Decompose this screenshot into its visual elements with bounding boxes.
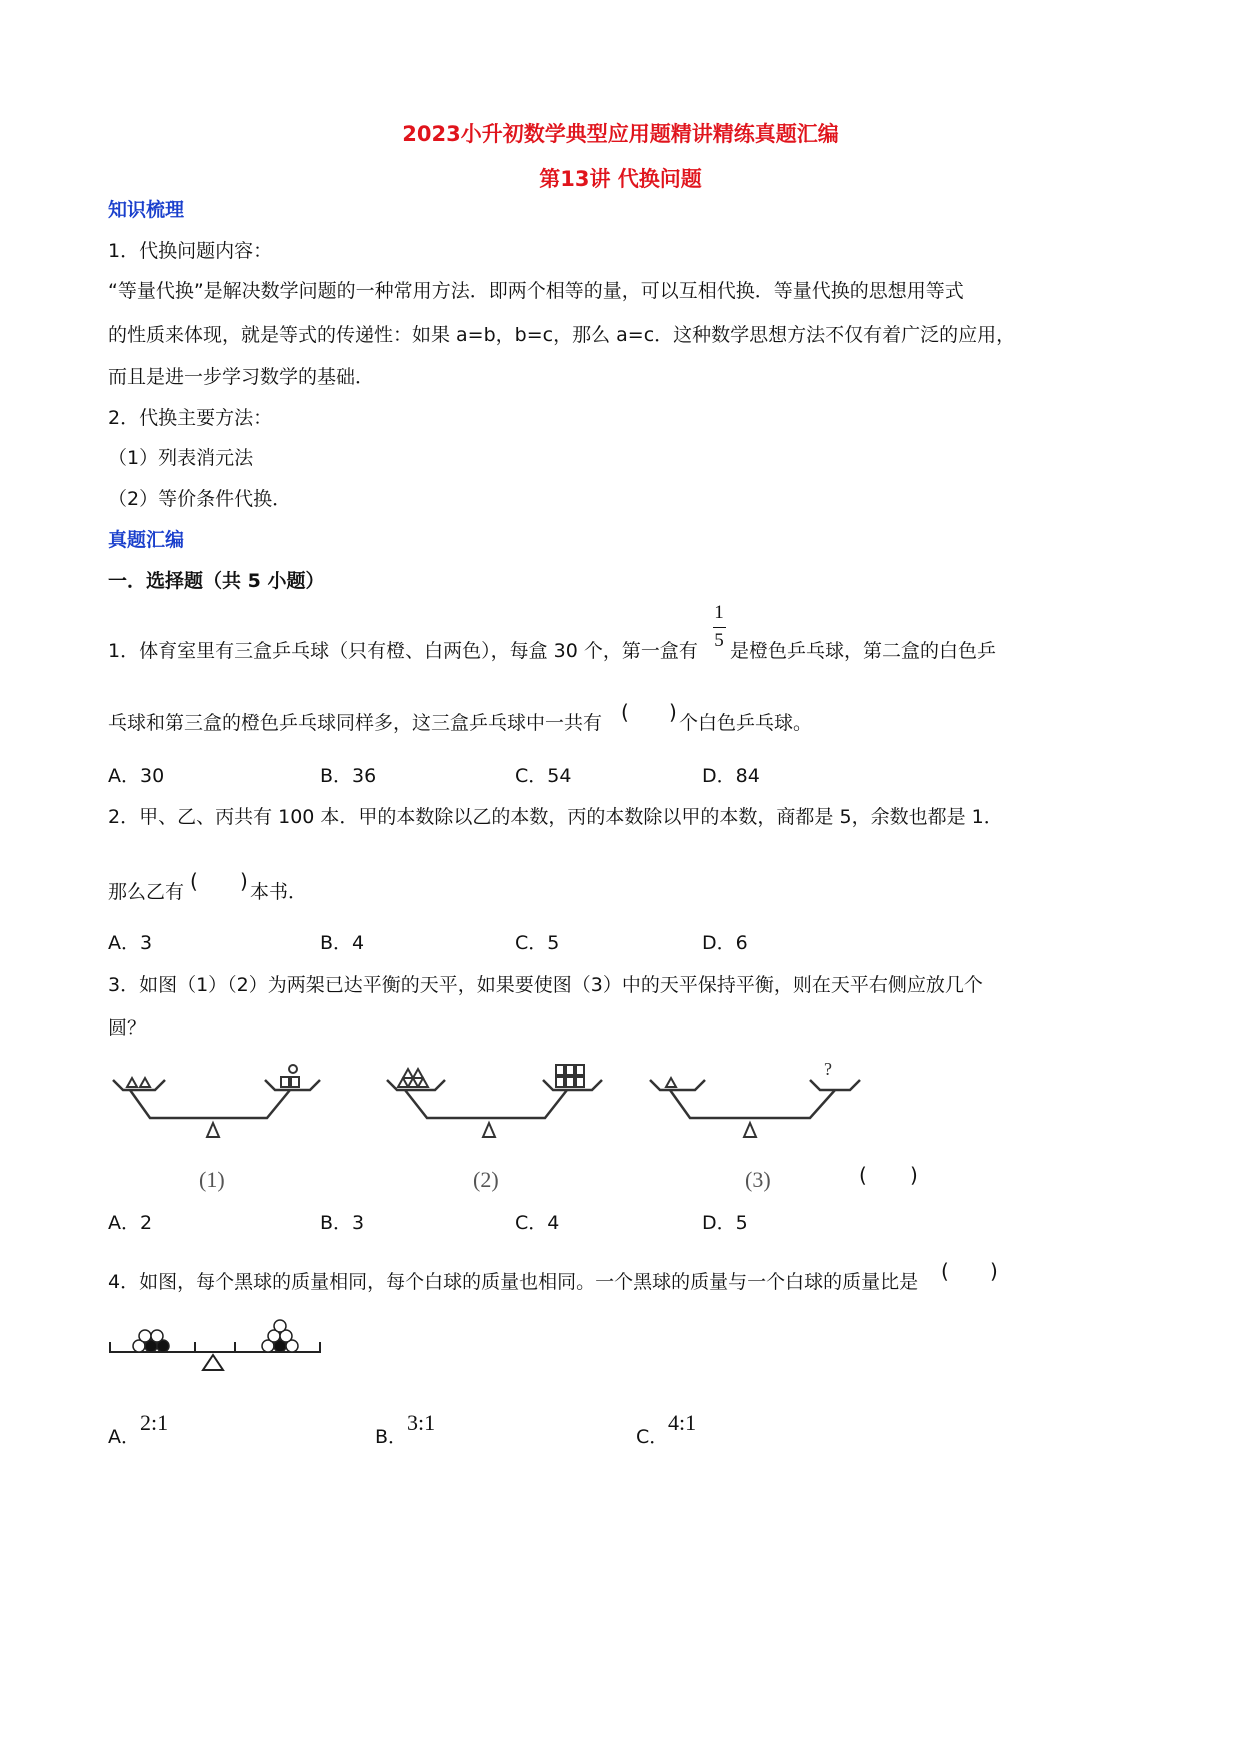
q1-line1-b: 是橙色乒乓球，第二盒的白色乒 — [730, 640, 997, 662]
q4-option-a-letter: A． — [108, 1426, 140, 1448]
q2-option-b: B．4 — [320, 932, 365, 954]
q4-answer-paren-open: ( — [941, 1259, 949, 1283]
q4-option-b-letter: B． — [375, 1426, 408, 1448]
q3-option-b: B．3 — [320, 1212, 365, 1234]
balance-1-label: (1) — [199, 1167, 225, 1192]
q4-option-c-value: 4:1 — [668, 1410, 697, 1435]
q3-line1: 3．如图（1）（2）为两架已达平衡的天平，如果要使图（3）中的天平保持平衡，则在天平右侧应放几个 — [108, 974, 983, 996]
q4-option-c-letter: C． — [636, 1426, 669, 1448]
q3-answer-paren-close: ) — [910, 1163, 918, 1187]
q3-option-a: A．2 — [108, 1212, 153, 1234]
knowledge-line-6: （1）列表消元法 — [108, 447, 254, 469]
q1-fraction-bar — [713, 627, 726, 628]
q1-option-a: A．30 — [108, 765, 165, 787]
q2-answer-paren-open: ( — [190, 869, 198, 893]
q1-option-d: D．84 — [702, 765, 760, 787]
knowledge-line-1: 1．代换问题内容： — [108, 240, 273, 262]
section-heading-exam: 真题汇编 — [108, 529, 185, 551]
q1-answer-paren-open: ( — [621, 700, 629, 724]
q4-option-b-value: 3:1 — [407, 1410, 436, 1435]
balance-2 — [387, 1065, 602, 1137]
q1-fraction-denominator: 5 — [714, 630, 724, 651]
q1-option-b: B．36 — [320, 765, 377, 787]
q3-option-c: C．4 — [515, 1212, 560, 1234]
q2-option-a: A．3 — [108, 932, 153, 954]
q1-fraction-numerator: 1 — [714, 602, 724, 623]
q1-option-c: C．54 — [515, 765, 572, 787]
q3-line2: 圆？ — [108, 1017, 147, 1039]
q1-line1-a: 1．体育室里有三盒乒乓球（只有橙、白两色），每盒 30 个，第一盒有 — [108, 640, 698, 662]
q2-option-d: D．6 — [702, 932, 748, 954]
balance-3 — [650, 1078, 860, 1137]
knowledge-line-7: （2）等价条件代换． — [108, 488, 292, 510]
q2-option-c: C．5 — [515, 932, 560, 954]
q1-line2-b: 个白色乒乓球。 — [679, 712, 813, 734]
balance-3-question-mark: ? — [824, 1059, 832, 1079]
q3-balance-figure — [105, 1045, 905, 1195]
knowledge-line-5: 2．代换主要方法： — [108, 407, 273, 429]
knowledge-line-2: “等量代换”是解决数学问题的一种常用方法．即两个相等的量，可以互相代换．等量代换的思想用等式 — [108, 280, 964, 302]
balance-2-label: (2) — [473, 1167, 499, 1192]
lesson-subtitle: 第13讲 代换问题 — [539, 167, 702, 191]
q1-line2-a: 乓球和第三盒的橙色乒乓球同样多，这三盒乒乓球中一共有 — [108, 712, 603, 734]
q3-answer-paren-open: ( — [859, 1163, 867, 1187]
q2-line1: 2．甲、乙、丙共有 100 本．甲的本数除以乙的本数，丙的本数除以甲的本数，商都是 5，余数也都是 1． — [108, 806, 1003, 828]
q4-line1: 4．如图，每个黑球的质量相同，每个白球的质量也相同。一个黑球的质量与一个白球的质量比是 — [108, 1271, 919, 1293]
section-heading-knowledge: 知识梳理 — [108, 199, 185, 221]
q2-answer-paren-close: ) — [240, 869, 248, 893]
q4-balance-figure — [105, 1315, 325, 1395]
knowledge-line-3: 的性质来体现，就是等式的传递性：如果 a=b，b=c，那么 a=c．这种数学思想方法不仅有着广泛的应用， — [108, 324, 1016, 346]
q1-answer-paren-close: ) — [669, 700, 677, 724]
q4-answer-paren-close: ) — [990, 1259, 998, 1283]
q3-option-d: D．5 — [702, 1212, 748, 1234]
q2-line2-a: 那么乙有 — [108, 881, 185, 903]
q2-line2-b: 本书． — [250, 881, 308, 903]
q4-option-a-value: 2:1 — [140, 1410, 169, 1435]
document-title: 2023小升初数学典型应用题精讲精练真题汇编 — [402, 122, 839, 146]
balance-3-label: (3) — [745, 1167, 771, 1192]
knowledge-line-4: 而且是进一步学习数学的基础． — [108, 366, 375, 388]
balance-1 — [113, 1065, 320, 1137]
part-heading-choice: 一．选择题（共 5 小题） — [108, 570, 325, 592]
